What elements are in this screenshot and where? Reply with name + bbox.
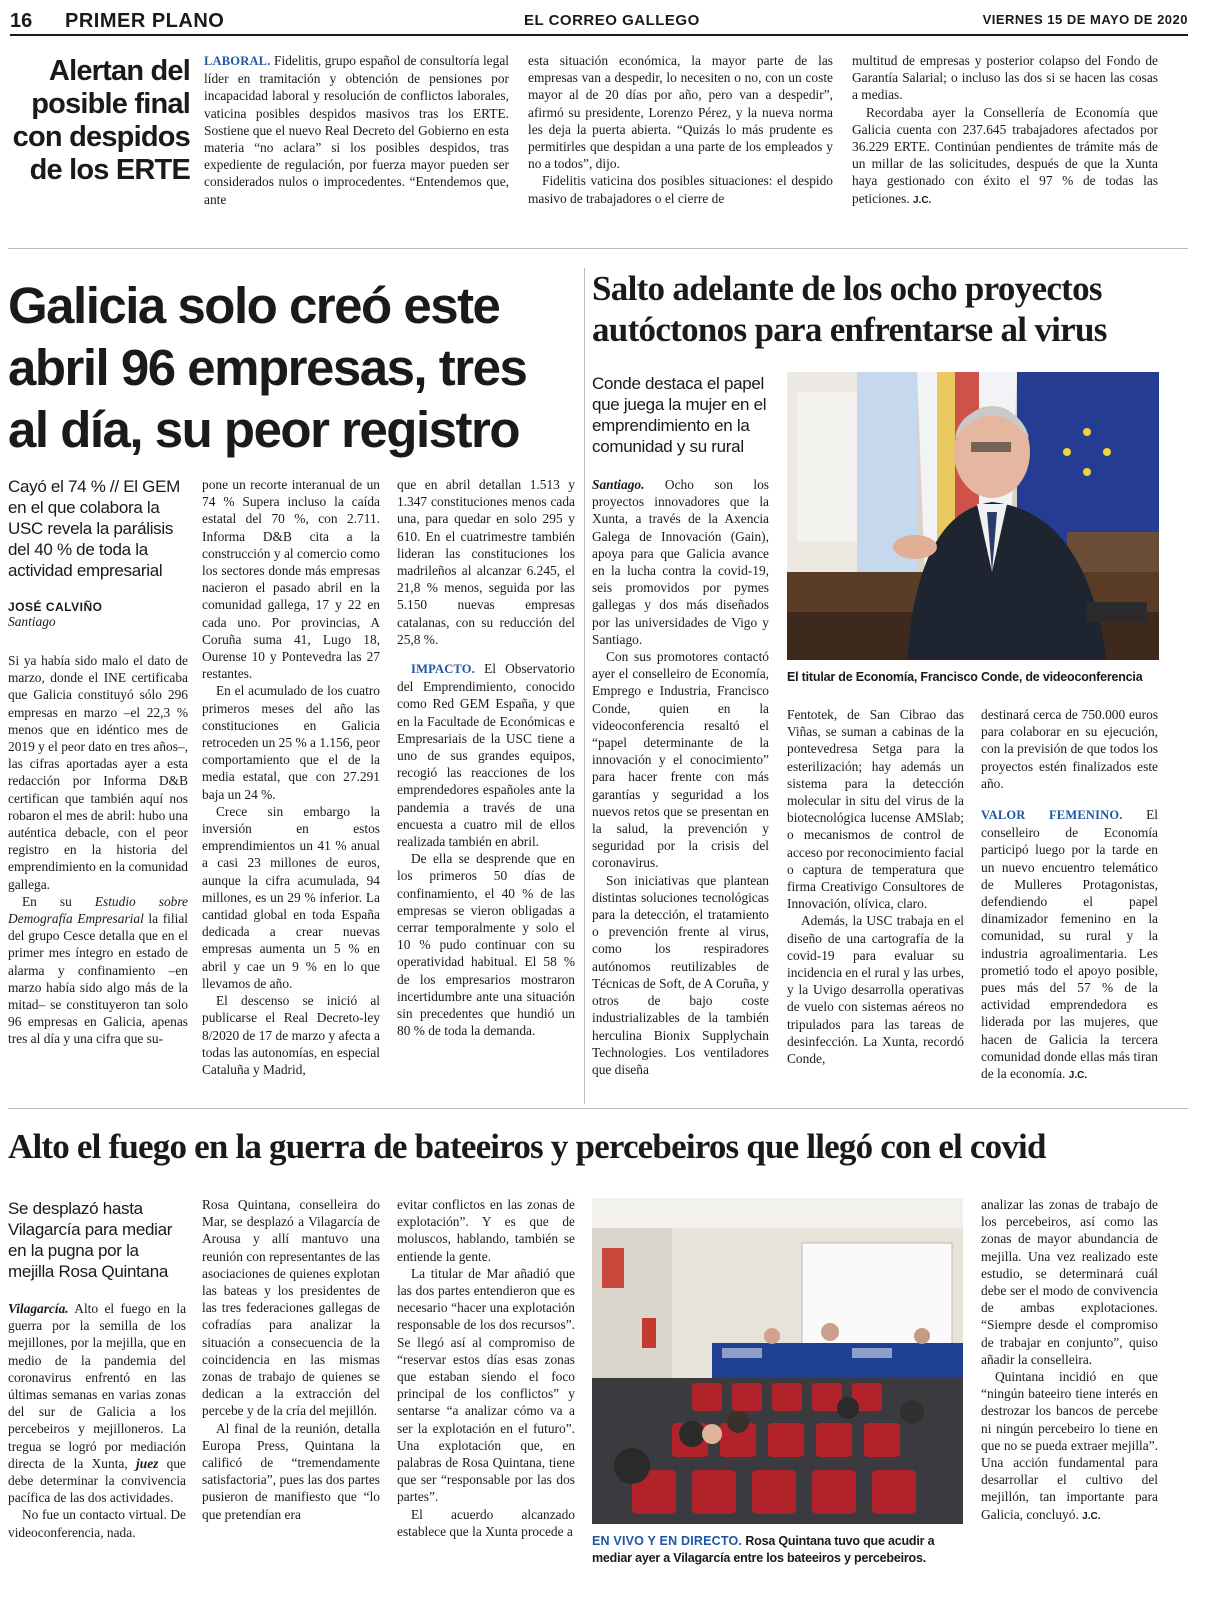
text-run: la filial del grupo Cesce detalla que en el primer mes íntegro en estado de alarma y confinamiento –en marzo había sido algo más de la mitad– se constituyeron tan solo 96 empresas en Galicia, apenas tres al día y una cifra que su- [8,911,188,1047]
alto-col4-p1: analizar las zonas de trabajo de los percebeiros, así como las zonas de mayor abundancia de mejilla. Una vez realizado este estudio, se determinará cuál debe ser el modo de convivencia de ambas explotaciones. “Siempre desde el compromiso de trabajar en conjunto”, quiso añadir la conselleira. [981,1197,1158,1367]
study-title: Estudio sobre Demografía Empresarial [8,893,188,927]
erte-column-1 [204,52,509,208]
text-run: que debe determinar la convivencia pacífica de las dos actividades. [8,1455,186,1506]
alto-col3-p2: La titular de Mar añadió que las dos partes entendieron que es necesario “hacer una explotación responsable de los dos recursos”. Se llegó así al compromiso de “reservar estos días esas zonas que estaban siendo el foco principal de los conflictos” y sentarse “a analizar cómo va a ser la explotación en el futuro”. Una explotación que, en palabras de Rosa Quintana, tiene que ser “responsable por las dos partes”. [397,1265,575,1505]
text-run: Alto el fuego en la guerra por la semilla de los mejillones, por la mejilla, que en medio de la pandemia del coronavirus enfrentó en las últimas semanas en varias zonas del sur de Galicia a los percebeiros y mejilloneros. La tregua se logró por mediación directa de la Xunta, [8,1301,187,1471]
alto-signature: J.C. [1082,1510,1101,1522]
erte-column-3 [852,52,1158,209]
alto-column-1 [8,1300,186,1541]
galicia-col2-p4: El descenso se inició al publicarse el Real Decreto-ley 8/2020 de 17 de marzo y afecta a todas las autonomías, en especial Cataluña y Madrid, [202,993,380,1077]
caption-text: Rosa Quintana tuvo que acudir a mediar ayer a Vilagarcía entre los bateeiros y percebeiros. [592,1534,935,1565]
alto-col2-p2: Al final de la reunión, detalla Europa Press, Quintana la calificó de “tremendamente satisfactoria”, pues las dos partes pusieron de manifiesto que “lo que pretendían era [202,1420,380,1522]
separator-top [8,248,1188,249]
salto-subhead: Conde destaca el papel que juega la mujer en el emprendimiento en la comunidad y su rural [592,374,767,456]
emphasis: juez [136,1455,159,1471]
erte-col3-p1: multitud de empresas y posterior colapso del Fondo de Garantía Salarial; o incluso las dos si se hacen las cosas a medias. [852,53,1158,103]
galicia-col1-p2 [8,893,188,1048]
section-name: PRIMER PLANO [65,10,225,32]
galicia-col3-p3: De ella se desprende que en los primeros 50 días de confinamiento, el 40 % de las empresas se vieron obligadas a cerrar temporalmente y solo el 10 % pudo continuar con su operatividad habitual. El 58 % de los empresarios mostraron incertidumbre ante una situación sin precedentes que hundió un 80 % de toda la demanda. [397,851,575,1039]
salto-column-3 [981,706,1158,1084]
galicia-column-1 [8,652,188,1048]
salto-column-1 [592,476,769,1078]
erte-col2-p1: esta situación económica, la mayor parte de las empresas van a despedir, lo necesiten o no, con un coste mayor al de 20 días por año, pero van a despedir”, afirmó su presidente, Lorenzo Pérez, y la nueva norma les deja la puerta abierta. “Quizás lo más prudente es permitirles que despidan a una parte de los empleados y no a todos”, dijo. [528,53,833,172]
salto-col2-p2: Además, la USC trabaja en el diseño de una cartografía de la covid-19 para evaluar su incidencia en el rural y las urbes, y la Uvigo desarrolla operativas de vuelo con sistemas aéreos no tripulados para las tareas de desinfección. La Xunta, recordó Conde, [787,913,964,1067]
conde-photo-illustration [787,372,1159,660]
issue-date: VIERNES 15 DE MAYO DE 2020 [982,12,1188,27]
erte-signature: J.C. [913,194,932,206]
meeting-photo-illustration [592,1198,963,1524]
salto-col3-p2: El conselleiro de Economía participó luego por la tarde en un nuevo encuentro telemático de Mulleres Protagonistas, defendiendo el papel dinamizador femenino en la comunidad, su rural y la industria agroalimentaria. Les prometió todo el apoyo posible, pues más del 57 % de la actividad emprendedora es liderada por las mujeres, que hacen de Galicia la tercera comunidad donde ellas más tiran de la economía. [981,807,1158,1082]
erte-col3-p2: Recordaba ayer la Consellería de Economía que Galicia cuenta con 237.645 trabajadores afectados por 36.229 ERTE. Continúan pendientes de trámite más de un millar de las solicitudes, después de que la Xunta haya gestionado con éxito el 97 % de todas las peticiones. [852,104,1158,206]
alto-headline: Alto el fuego en la guerra de bateeiros y percebeiros que llegó con el covid [8,1127,1046,1166]
galicia-col2-p2: En el acumulado de los cuatro primeros meses del año las constituciones en Galicia retroceden un 25 % a 1.156, peor comportamiento que el de la media estatal, que con 27.291 baja un 24 %. [202,683,380,802]
erte-lead: LABORAL. [204,54,271,68]
salto-location: Santiago. [592,477,645,492]
salto-col3-p1: destinará cerca de 750.000 euros para colaborar en su ejecución, con la previsión de que todos los proyectos estén finalizados este año. [981,707,1158,791]
alto-column-3 [397,1196,575,1540]
alto-col1-p2: No fue un contacto virtual. De videoconferencia, nada. [8,1507,186,1540]
salto-signature: J.C. [1068,1070,1088,1082]
alto-col2-p1: Rosa Quintana, conselleira do Mar, se desplazó a Vilagarcía de Arousa y allí mantuvo una reunión con representantes de las asociaciones de quienes explotan las bateas y los presidentes de las tres federaciones gallegas de cofradías para analizar la situación a consecuencia de la coincidencia en las mismas zonas de trabajo de quienes se dedican a la extracción del percebe y de la cría del mejillón. [202,1197,380,1419]
alto-col1-p1 [8,1300,186,1506]
erte-col1-text: Fidelitis, grupo español de consultoría legal líder en tramitación y obtención de pensiones por incapacidad laboral y resolución de conflictos laborales, vaticina posibles despidos masivos tras los ERTE. Sostiene que el nuevo Real Decreto del Gobierno en esta materia “no aclara” si los posibles despidos, tras expediente de regulación, por fuerza mayor pueden ser considerados nulos o improcedentes. “Entendemos que, ante [204,53,509,207]
erte-col2-p2: Fidelitis vaticina dos posibles situaciones: el despido masivo de trabajadores o el cierre de [528,173,833,206]
alto-column-4 [981,1196,1158,1525]
valor-femenino-lead: VALOR FEMENINO. [981,808,1123,823]
galicia-col1-p1: Si ya había sido malo el dato de marzo, donde el INE certificaba que Galicia constituyó sólo 296 empresas en marzo –el 22,3 % menos que en idéntico mes de 2019 y el peor dato en tres años–, las cifras aportadas ayer a esta redacción por Informa D&B certifican que también aquí nos robaron el mes de abril: hubo una auténtica debacle, con el peor registro en la historia del emprendimiento en la comunidad gallega. [8,653,188,892]
meeting-photo-caption [592,1533,964,1567]
galicia-column-3 [397,476,575,1040]
separator-vertical [584,268,585,1104]
page-number: 16 [10,10,33,32]
author-name: JOSÉ CALVIÑO [8,600,103,614]
page-header [10,8,1188,36]
impacto-lead: IMPACTO. [411,662,475,677]
salto-col1-p2: Con sus promotores contactó ayer el conselleiro de Economía, Emprego e Industria, Francisco Conde, quien en la videoconferencia resaltó el “papel determinante de la innovación y el conocimiento” para hacer frente con más garantías y seguridad a los nuevos retos que se presentan en la salud, la prevención y seguridad por la crisis del coronavirus. [592,649,769,871]
galicia-col2-p3: Crece sin embargo la inversión en estos emprendimientos un 41 % anual a casi 23 millones de euros, aunque la cifra acumulada, 94 millones, es un 29 % inferior. La cantidad global en toda España dedicada a crear nuevas empresas aumenta un 5 % en abril y cae un 9 % en lo que llevamos de año. [202,803,380,991]
conde-photo-caption: El titular de Economía, Francisco Conde, de videoconferencia [787,670,1143,684]
conde-photo [787,372,1159,660]
salto-col2-p1: Fentotek, de San Cibrao das Viñas, se suman a cabinas de la pontevedresa Setga para la esterilización; hay además un sistema para la detección molecular in situ del virus de la biotecnológica lucense AMSlab; o mecanismos de control de acceso por reconocimiento facial o captura de temperatura que firma Creativigo Consultores de Innovación, olívica, claro. [787,707,964,912]
caption-lead: EN VIVO Y EN DIRECTO. [592,1534,743,1548]
erte-column-2 [528,52,833,207]
text-run: En su [22,893,95,909]
galicia-col3-p2: El Observatorio del Emprendimiento, conocido como Red GEM España, y que en la Facultade de Económicas e Empresariais de la USC tiene a uno de sus grandes equipos, recogió las reacciones de los emprendedores españoles ante la pandemia a través de una encuesta a cuatro mil de ellos realizada también en abril. [397,661,575,850]
galicia-subhead: Cayó el 74 % // El GEM en el que colabora la USC revela la parálisis del 40 % de toda la actividad empresarial [8,477,180,580]
galicia-col2-p1: pone un recorte interanual de un 74 % Supera incluso la caída estatal del 70 %, con 2.711. Informa D&B cita a la construcción y al comercio como los sectores donde más empresas nacieron el pasado abril en la comunidad gallega, 17 y 22 en cada uno. Por provincias, A Coruña suma 41, Lugo 18, Ourense 10 y Pontevedra las 27 restantes. [202,477,380,682]
galicia-column-2 [202,476,380,1078]
galicia-headline: Galicia solo creó este abril 96 empresas, tres al día, su peor registro [8,277,527,458]
salto-col1-p3: Son iniciativas que plantean distintas soluciones tecnológicas para la detección, el tratamiento o prevención frente al virus, como los respiradores autónomos reutilizables de Técnicas de Soft, de A Coruña, y otros de bajo coste industrializables de la también herculina Bionix Supplychain Technologies. Los ventiladores que diseña [592,872,769,1077]
alto-col3-p3: El acuerdo alcanzado establece que la Xunta procede a [397,1506,575,1539]
alto-column-2 [202,1196,380,1523]
alto-col4-p2: Quintana incidió en que “ningún bateeiro tiene interés en destrozar los bancos de percebe ni ningún percebeiro lo tiene en que no se pueda extraer mejilla”. Una acción fundamental para desarrollar el cultivo del mejillón, tan importante para Galicia, concluyó. [981,1369,1158,1522]
separator-bottom [8,1108,1188,1109]
alto-subhead: Se desplazó hasta Vilagarcía para mediar en la pugna por la mejilla Rosa Quintana [8,1199,173,1281]
galicia-byline [8,600,188,630]
galicia-col3-p1: que en abril detallan 1.513 y 1.347 constituciones menos cada una, para quedar en solo 295 y 610. En el cuatrimestre también lideran las constituciones los madrileños al alcanzar 6.245, el 21,8 % menos, seguida por las 5.150 nuevas empresas catalanas, con su reducción del 25,8 %. [397,477,575,647]
author-location: Santiago [8,614,56,629]
salto-col1-p1: Ocho son los proyectos innovadores que la Xunta, a través de la Axencia Galega de Innovación (Gain), apoya para que Galicia avance en la lucha contra la covid-19, seis promovidos por pymes gallegas y dos más diseñados por las universidades de Vigo y Santiago. [592,477,769,647]
salto-column-2 [787,706,964,1067]
alto-location: Vilagarcía. [8,1301,69,1316]
alto-col3-p1: evitar conflictos en las zonas de explotación”. Y es que de moluscos, hablando, también se entiende la gente. [397,1197,575,1264]
newspaper-name: EL CORREO GALLEGO [524,12,700,29]
meeting-photo [592,1198,963,1524]
erte-headline: Alertan del posible final con despidos de los ERTE [12,55,190,186]
salto-headline: Salto adelante de los ocho proyectos autóctonos para enfrentarse al virus [592,269,1107,349]
